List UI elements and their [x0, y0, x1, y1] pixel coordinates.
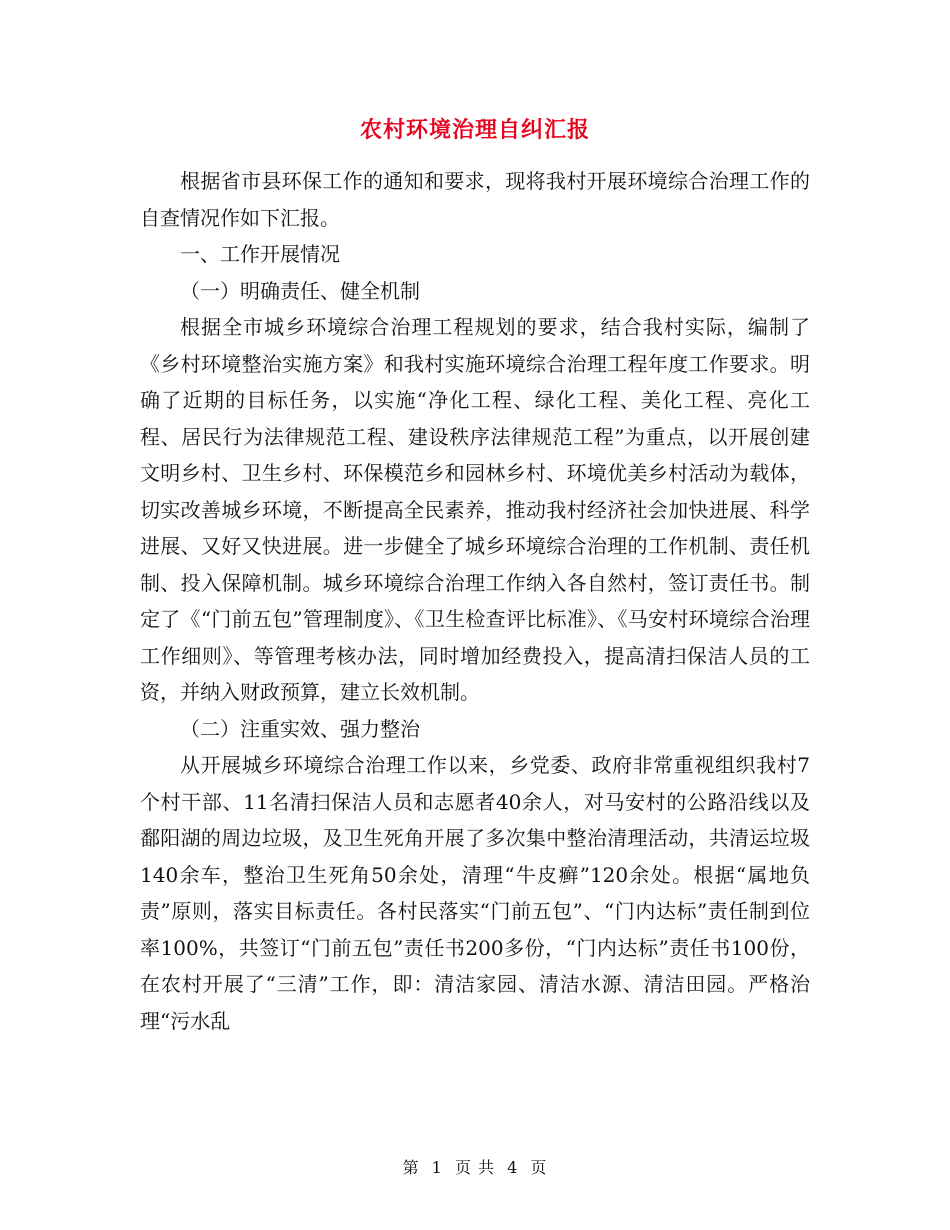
- section-heading-1: 一、工作开展情况: [180, 242, 340, 266]
- footer-prefix: 第: [402, 1158, 420, 1177]
- page-footer: [0, 1155, 950, 1178]
- paragraph-2: 从开展城乡环境综合治理工作以来，乡党委、政府非常重视组织我村7个村干部、11名清扫保洁人员和志愿者40余人，对马安村的公路沿线以及鄱阳湖的周边垃圾，及卫生死角开展了多次集中整治清理活动，共清运垃圾140余车，整治卫生死角50余处，清理“牛皮癣”120余处。根据“属地负责”原则，落实目标责任。各村民落实“门前五包”、“门内达标”责任制到位率100%，共签订“门前五包”责任书200多份，“门内达标”责任书100份，在农村开展了“三清”工作，即：清洁家园、清洁水源、清洁田园。严格治理“污水乱: [140, 753, 810, 1033]
- footer-suffix: 页: [530, 1158, 548, 1177]
- subsection-heading-1: （一）明确责任、健全机制: [180, 278, 420, 303]
- footer-page-number: 1: [431, 1158, 443, 1177]
- document-body: [140, 163, 810, 1039]
- footer-total-pages: 4: [507, 1158, 519, 1177]
- footer-mid: 页 共: [454, 1158, 496, 1177]
- subsection-heading-2: （二）注重实效、强力整治: [180, 716, 420, 741]
- document-title: 农村环境治理自纠汇报: [359, 117, 590, 143]
- paragraph-1: 根据全市城乡环境综合治理工程规划的要求，结合我村实际，编制了《乡村环境整治实施方案》和我村实施环境综合治理工程年度工作要求。明确了近期的目标任务，以实施“净化工程、绿化工程、美化工程、亮化工程、居民行为法律规范工程、建设秩序法律规范工程”为重点，以开展创建文明乡村、卫生乡村、环保模范乡和园林乡村、环境优美乡村活动为载体，切实改善城乡环境，不断提高全民素养，推动我村经济社会加快进展、科学进展、又好又快进展。进一步健全了城乡环境综合治理的工作机制、责任机制、投入保障机制。城乡环境综合治理工作纳入各自然村，签订责任书。制定了《“门前五包”管理制度》、《卫生检查评比标准》、《马安村环境综合治理工作细则》、等管理考核办法，同时增加经费投入，提高清扫保洁人员的工资，并纳入财政预算，建立长效机制。: [140, 315, 810, 704]
- paragraph-intro: 根据省市县环保工作的通知和要求，现将我村开展环境综合治理工作的自查情况作如下汇报。: [140, 169, 810, 230]
